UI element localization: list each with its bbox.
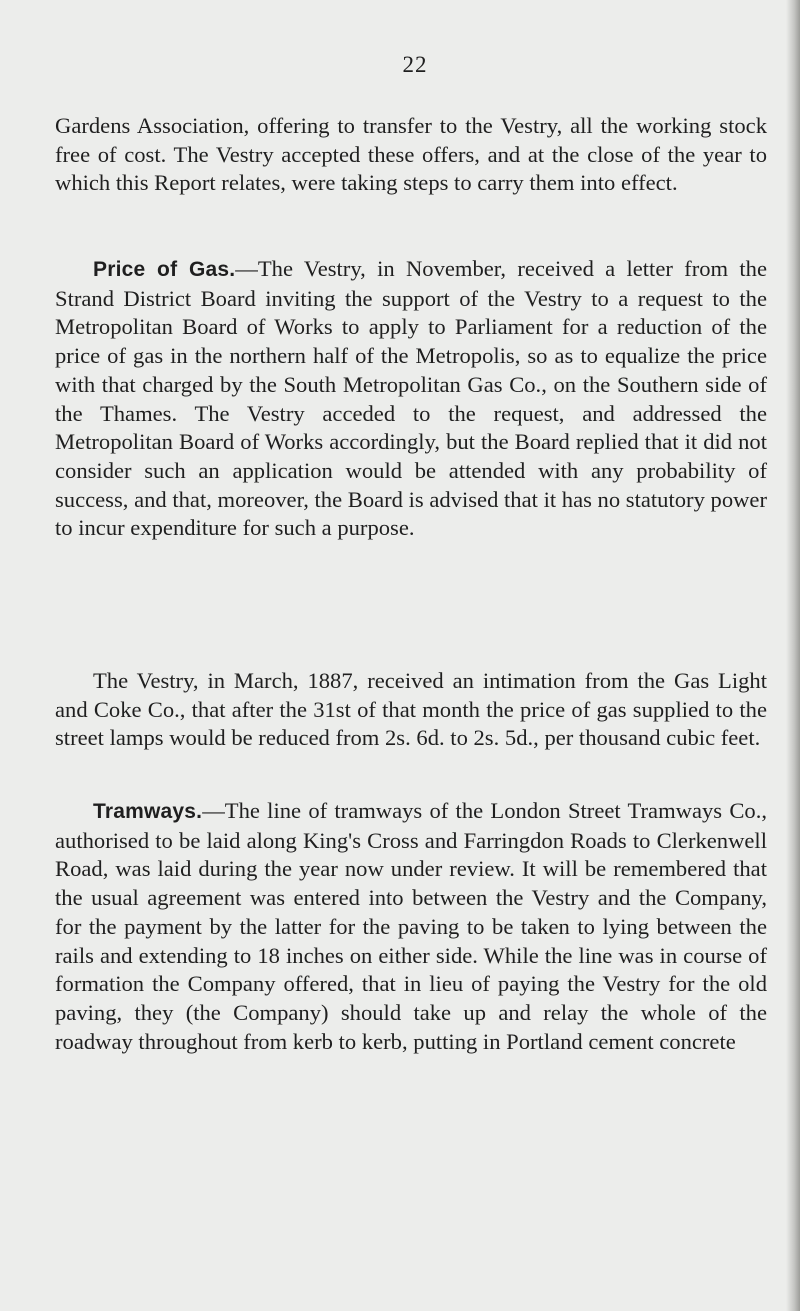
paragraph-gas-light-coke [55,667,767,753]
paragraph-text: —The Vestry, in November, received a letter from the Strand District Board inviting the support of the Vestry to a request to the Metropolitan Board of Works to apply to Parliament for a reduction of the price of gas in the northern half of the Metropolis, so as to equalize the price with that charged by the South Metropolitan Gas Co., on the Southern side of the Thames. The Vestry acceded to the request, and addressed the Metropolitan Board of Works accordingly, but the Board replied that it did not consider such an application would be attended with any probability of success, and that, moreover, the Board is advised that it has no statutory power to incur expenditure for such a purpose. [55,256,767,541]
paragraph-gardens [55,112,767,198]
paragraph-text: —The line of tramways of the London Street Tramways Co., authorised to be laid along King's Cross and Farringdon Roads to Clerkenwell Road, was laid during the year now under review. It will be remembered that the usual agreement was entered into between the Vestry and the Company, for the payment by the latter for the paving to be taken to lying between the rails and extending to 18 inches on either side. While the line was in course of formation the Company offered, that in lieu of paying the Vestry for the old paving, they (the Company) should take up and relay the whole of the roadway throughout from kerb to kerb, putting in Portland cement concrete [55,798,767,1054]
section-heading-price-of-gas: Price of Gas. [93,258,236,281]
paragraph-tramways [55,797,767,1056]
paragraph-price-of-gas [55,255,767,543]
page-edge-shadow [786,0,800,1311]
section-heading-tramways: Tramways. [93,800,203,823]
page-number: 22 [402,52,428,77]
paragraph-text: The Vestry, in March, 1887, received an intimation from the Gas Light and Coke Co., that after the 31st of that month the price of gas supplied to the street lamps would be reduced from 2s. 6d. to 2s. 5d., per thousand cubic feet. [55,668,767,751]
paragraph-text: Gardens Association, offering to transfer to the Vestry, all the working stock free of cost. The Vestry accepted these offers, and at the close of the year to which this Report relates, were taking steps to carry them into effect. [55,113,767,196]
